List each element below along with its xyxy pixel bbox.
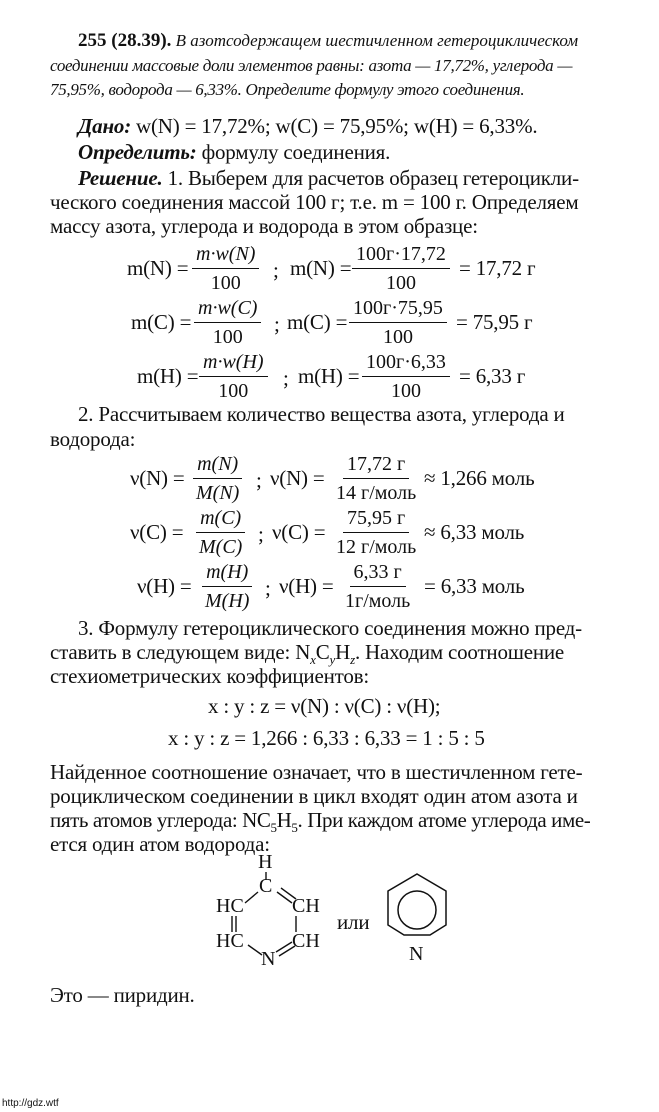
given-text: w(N) = 17,72%; w(C) = 75,95%; w(H) = 6,33%. xyxy=(131,114,538,138)
mol-result: ≈ 1,266 моль xyxy=(424,466,535,490)
fraction-numerator: m(N) xyxy=(193,453,242,479)
conclusion-text-3b: H xyxy=(276,808,292,832)
fraction-denominator: 100 xyxy=(382,326,413,348)
or-label: или xyxy=(337,910,370,934)
conclusion-text-3a: пять атомов углерода: NC xyxy=(50,808,271,832)
fraction-denominator: 14 г/моль xyxy=(336,482,417,504)
fraction-numerator: m(H) xyxy=(202,561,252,587)
atom-n-bottom: N xyxy=(261,948,276,970)
conclusion-text-4: ется один атом водорода: xyxy=(50,832,270,856)
fraction-numerator: m·w(N) xyxy=(192,243,259,269)
separator: ; xyxy=(283,366,289,390)
step3-text-3: стехиометрических коэффициентов: xyxy=(50,664,369,688)
mass-lhs: m(C) = xyxy=(131,310,192,334)
separator: ; xyxy=(256,468,262,492)
solution-text-1: 1. Выберем для расчетов образец гетероцикли- xyxy=(162,166,579,190)
mass-lhs: m(N) = xyxy=(127,256,189,280)
mol-lhs-2: ν(C) = xyxy=(272,520,326,544)
atom-ch-right-bot: CH xyxy=(292,930,320,952)
conclusion-text-2: роциклическом соединении в цикл входят один атом азота и xyxy=(50,784,578,808)
fraction-numerator: m·w(H) xyxy=(199,351,268,377)
problem-number: 255 (28.39). xyxy=(78,30,172,51)
separator: ; xyxy=(265,576,271,600)
ratio-equation-1: x : y : z = ν(N) : ν(C) : ν(H); xyxy=(208,694,441,718)
atom-ch-right-top: CH xyxy=(292,895,320,917)
mass-lhs-2: m(C) = xyxy=(287,310,348,334)
fraction-denominator: 100 xyxy=(212,326,243,348)
solution-text-3: массу азота, углерода и водорода в этом образце: xyxy=(50,214,478,238)
fraction-denominator: 100 xyxy=(210,272,241,294)
fraction-numerator: 75,95 г xyxy=(343,507,409,533)
final-text: Это — пиридин. xyxy=(50,983,195,1007)
fraction-numerator: 100г·6,33 xyxy=(362,351,450,377)
fraction-denominator: 12 г/моль xyxy=(336,536,417,558)
ratio-equation-2: x : y : z = 1,266 : 6,33 : 6,33 = 1 : 5 : 5 xyxy=(168,726,485,750)
atom-hc-left-top: HC xyxy=(216,895,244,917)
atom-c-top: C xyxy=(259,875,273,897)
atom-h-top: H xyxy=(258,851,273,873)
mol-lhs: ν(N) = xyxy=(130,466,185,490)
footer-url: http://gdz.wtf xyxy=(2,1098,59,1109)
mol-lhs-2: ν(H) = xyxy=(279,574,334,598)
separator: ; xyxy=(258,522,264,546)
solution-text-2: ческого соединения массой 100 г; т.е. m = 100 г. Определяем xyxy=(50,190,579,214)
step3-text-2: ставить в следующем виде: $N_xC_yH_z$. Находим соотношение xyxy=(50,640,565,668)
given-label: Дано: xyxy=(78,114,131,138)
fraction-numerator: 6,33 г xyxy=(350,561,406,587)
conclusion-text-1: Найденное соотношение означает, что в шестичленном гете- xyxy=(50,760,583,784)
step3-text-2b: . Находим соотношение xyxy=(354,640,565,664)
problem-text-2: соединении массовые доли элементов равны: азота — 17,72%, углерода — xyxy=(50,56,573,75)
mass-lhs-2: m(N) = xyxy=(290,256,352,280)
fraction-numerator: 100г·75,95 xyxy=(349,297,447,323)
fraction-numerator: 17,72 г xyxy=(343,453,409,479)
problem-text-1: В азотсодержащем шестичленном гетероциклическом xyxy=(175,31,579,50)
fraction-denominator: M(C) xyxy=(199,536,243,558)
mol-lhs: ν(C) = xyxy=(130,520,184,544)
conclusion-text-3: пять атомов углерода: $NC_5H_5$. При каждом атоме углерода име- xyxy=(50,808,591,836)
find-label: Определить: xyxy=(78,140,197,164)
fraction-numerator: m·w(C) xyxy=(194,297,261,323)
conclusion-text-3c: . При каждом атоме углерода име- xyxy=(297,808,591,832)
fraction-denominator: 1г/моль xyxy=(345,590,411,612)
mol-lhs: ν(H) = xyxy=(137,574,192,598)
mass-result: = 17,72 г xyxy=(459,256,536,280)
mass-lhs: m(H) = xyxy=(137,364,199,388)
atom-hc-left-bot: HC xyxy=(216,930,244,952)
solution-label: Решение. xyxy=(78,166,163,190)
ring-n-atom: N xyxy=(409,943,424,965)
mol-lhs-2: ν(N) = xyxy=(270,466,325,490)
step2-text-1: 2. Рассчитываем количество вещества азота, углерода и xyxy=(78,402,565,426)
find-text: формулу соединения. xyxy=(196,140,391,164)
fraction-denominator: M(H) xyxy=(205,590,250,612)
fraction-denominator: 100 xyxy=(218,380,249,402)
fraction-numerator: 100г·17,72 xyxy=(352,243,450,269)
mol-result: = 6,33 моль xyxy=(424,574,525,598)
separator: ; xyxy=(274,312,280,336)
mass-lhs-2: m(H) = xyxy=(298,364,360,388)
fraction-numerator: m(C) xyxy=(196,507,245,533)
fraction-denominator: M(N) xyxy=(196,482,240,504)
mass-result: = 75,95 г xyxy=(456,310,533,334)
step2-text-2: водорода: xyxy=(50,427,136,451)
problem-text-3: 75,95%, водорода — 6,33%. Определите формулу этого соединения. xyxy=(50,80,525,99)
separator: ; xyxy=(273,258,279,282)
fraction-denominator: 100 xyxy=(385,272,416,294)
step3-text-1: 3. Формулу гетероциклического соединения можно пред- xyxy=(78,616,582,640)
mass-result: = 6,33 г xyxy=(459,364,526,388)
step3-text-2a: ставить в следующем виде: N xyxy=(50,640,311,664)
mol-result: ≈ 6,33 моль xyxy=(424,520,525,544)
fraction-denominator: 100 xyxy=(390,380,421,402)
